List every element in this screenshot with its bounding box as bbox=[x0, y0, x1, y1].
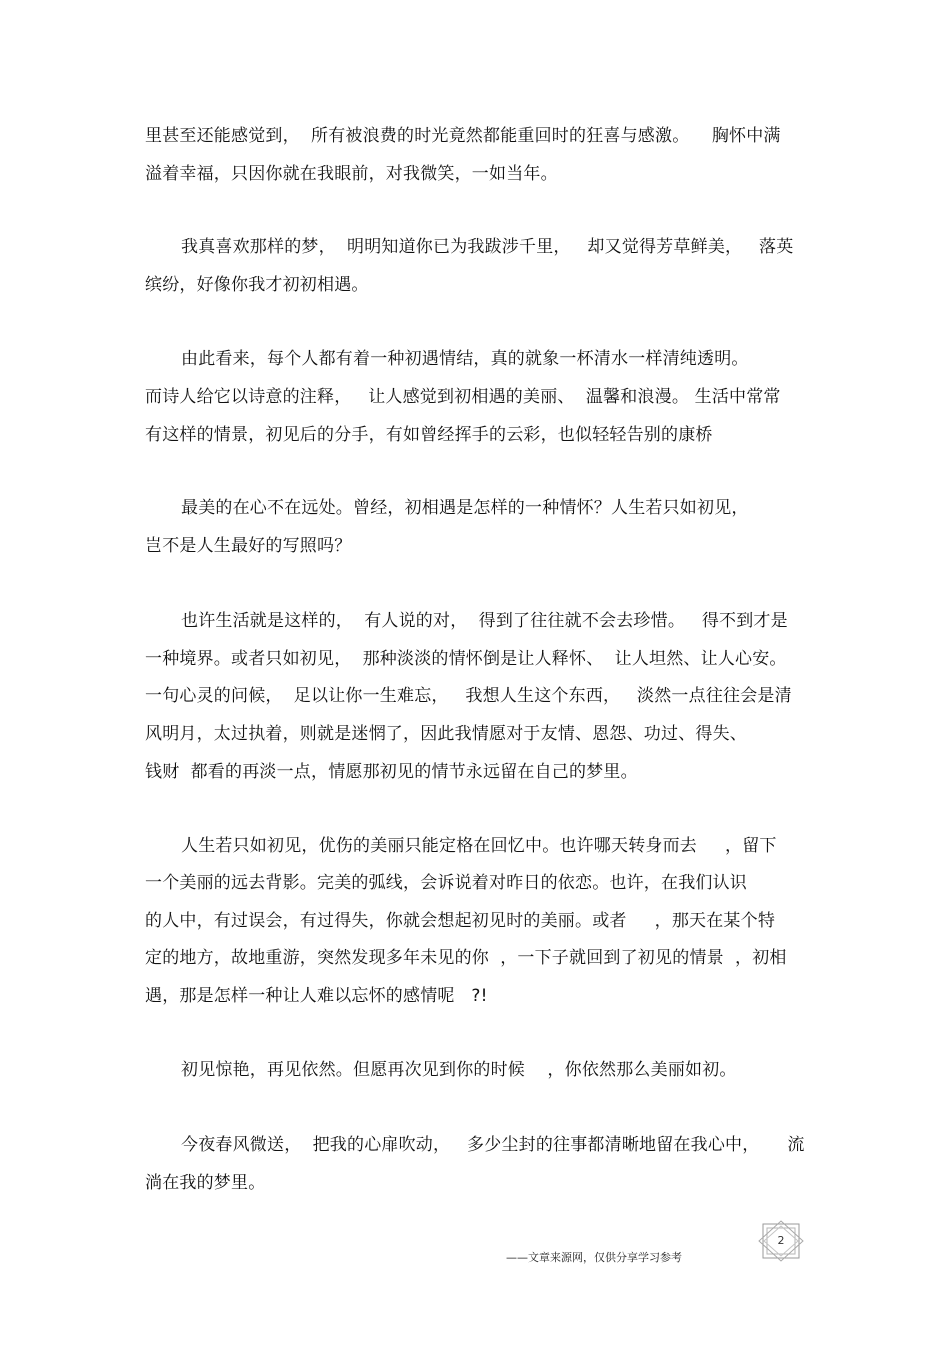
paragraph-1-line-2: 溢着幸福，只因你就在我眼前，对我微笑，一如当年。 bbox=[145, 164, 558, 184]
paragraph-2-line-1: 我真喜欢那样的梦， 明明知道你已为我跋涉千里， 却又觉得芳草鲜美， 落英 bbox=[181, 237, 794, 257]
paragraph-4-line-1: 最美的在心不在远处。曾经，初相遇是怎样的一种情怀？人生若只如初见， bbox=[181, 498, 749, 518]
paragraph-2-line-2: 缤纷，好像你我才初初相遇。 bbox=[145, 275, 369, 295]
paragraph-6-line-5: 遇，那是怎样一种让人难以忘怀的感情呢 ?! bbox=[145, 986, 488, 1006]
paragraph-8-line-1: 今夜春风微送， 把我的心扉吹动， 多少尘封的往事都清晰地留在我心中， 流 bbox=[181, 1135, 805, 1155]
page-number: 2 bbox=[777, 1234, 785, 1247]
paragraph-3-line-1: 由此看来，每个人都有着一种初遇情结，真的就象一杯清水一样清纯透明。 bbox=[181, 349, 749, 369]
paragraph-5-line-4: 风明月，太过执着，则就是迷惘了，因此我情愿对于友情、恩怨、功过、得失、 bbox=[145, 724, 747, 744]
paragraph-8-line-2: 淌在我的梦里。 bbox=[145, 1173, 266, 1193]
paragraph-6-line-3: 的人中，有过误会，有过得失，你就会想起初见时的美丽。或者 ，那天在某个特 bbox=[145, 911, 776, 931]
paragraph-6-line-4: 定的地方，故地重游，突然发现多年未见的你 ，一下子就回到了初见的情景 ，初相 bbox=[145, 948, 787, 968]
paragraph-1-line-1: 里甚至还能感觉到， 所有被浪费的时光竟然都能重回时的狂喜与感激。 胸怀中满 bbox=[145, 126, 781, 146]
paragraph-6-line-2: 一个美丽的远去背影。完美的弧线，会诉说着对昨日的依恋。也许，在我们认识 bbox=[145, 873, 747, 893]
paragraph-5-line-5: 钱财 都看的再淡一点，情愿那初见的情节永远留在自己的梦里。 bbox=[145, 762, 638, 782]
paragraph-3-line-2: 而诗人给它以诗意的注释， 让人感觉到初相遇的美丽、 温馨和浪漫。 生活中常常 bbox=[145, 387, 781, 407]
paragraph-5-line-3: 一句心灵的问候， 足以让你一生难忘， 我想人生这个东西， 淡然一点往往会是清 bbox=[145, 686, 792, 706]
paragraph-3-line-3: 有这样的情景，初见后的分手，有如曾经挥手的云彩，也似轻轻告别的康桥 bbox=[145, 425, 713, 445]
page-number-badge bbox=[756, 1220, 806, 1262]
paragraph-7-line-1: 初见惊艳，再见依然。但愿再次见到你的时候 ，你依然那么美丽如初。 bbox=[181, 1060, 737, 1080]
footer-source-note: ——文章来源网，仅供分享学习参考 bbox=[506, 1251, 682, 1264]
paragraph-5-line-1: 也许生活就是这样的， 有人说的对， 得到了往往就不会去珍惜。 得不到才是 bbox=[181, 611, 788, 631]
paragraph-6-line-1: 人生若只如初见，优伤的美丽只能定格在回忆中。也许哪天转身而去 ，留下 bbox=[181, 836, 777, 856]
paragraph-4-line-2: 岂不是人生最好的写照吗？ bbox=[145, 536, 352, 556]
paragraph-5-line-2: 一种境界。或者只如初见， 那种淡淡的情怀倒是让人释怀、 让人坦然、让人心安。 bbox=[145, 649, 787, 669]
